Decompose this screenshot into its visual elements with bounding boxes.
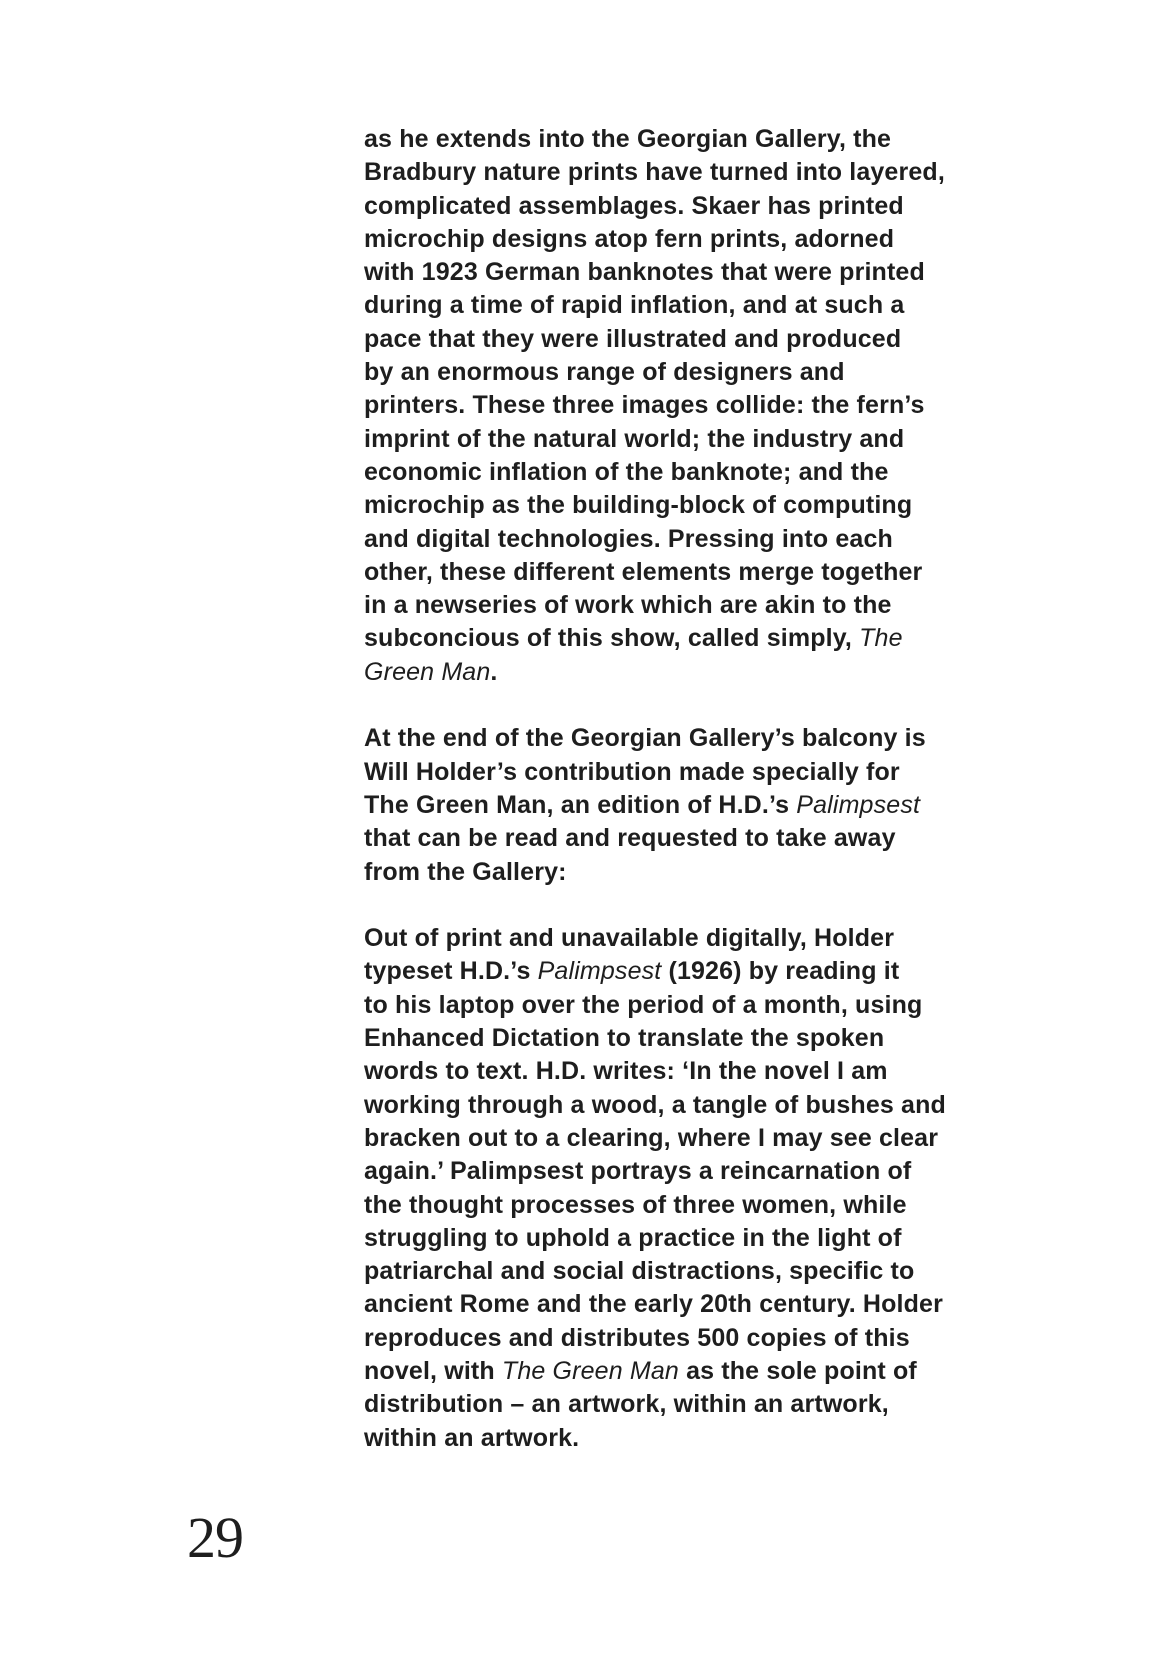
text-line bbox=[364, 1255, 1054, 1288]
text-line bbox=[364, 989, 1054, 1022]
text-line bbox=[364, 722, 1054, 755]
text-span: working through a wood, a tangle of bushes and bbox=[364, 1090, 946, 1119]
text-line bbox=[364, 756, 1054, 789]
text-span: typeset H.D.’s bbox=[364, 957, 538, 986]
text-line bbox=[364, 156, 1054, 189]
text-line bbox=[364, 556, 1054, 589]
text-span: and digital technologies. Pressing into each bbox=[364, 524, 893, 553]
text-span: Will Holder’s contribution made specially for bbox=[364, 757, 900, 786]
text-span: economic inflation of the banknote; and the bbox=[364, 457, 889, 486]
text-span: patriarchal and social distractions, specific to bbox=[364, 1257, 915, 1286]
text-span: within an artwork. bbox=[364, 1423, 580, 1452]
text-line bbox=[364, 622, 1054, 655]
text-line bbox=[364, 256, 1054, 289]
text-line bbox=[364, 789, 1054, 822]
italic-title-span: The Green Man bbox=[501, 1356, 679, 1385]
text-span: (1926) by reading it bbox=[661, 957, 900, 986]
text-line bbox=[364, 289, 1054, 322]
text-span: pace that they were illustrated and produced bbox=[364, 324, 902, 353]
text-span: the thought processes of three women, while bbox=[364, 1190, 907, 1219]
text-span: by an enormous range of designers and bbox=[364, 358, 845, 387]
text-line bbox=[364, 356, 1054, 389]
text-span: . bbox=[490, 657, 498, 686]
text-line bbox=[364, 1288, 1054, 1321]
text-span: Bradbury nature prints have turned into layered, bbox=[364, 158, 945, 187]
text-line bbox=[364, 1388, 1054, 1421]
text-line bbox=[364, 1022, 1054, 1055]
text-line bbox=[364, 323, 1054, 356]
text-span: printers. These three images collide: the fern’s bbox=[364, 391, 925, 420]
text-span: to his laptop over the period of a month, using bbox=[364, 990, 923, 1019]
text-line bbox=[364, 922, 1054, 955]
text-span: that can be read and requested to take away bbox=[364, 824, 896, 853]
text-span: words to text. H.D. writes: ‘In the novel I am bbox=[364, 1057, 888, 1086]
page-number: 29 bbox=[187, 1505, 243, 1570]
text-span: The Green Man, an edition of H.D.’s bbox=[364, 790, 797, 819]
text-span: Enhanced Dictation to translate the spoken bbox=[364, 1024, 885, 1053]
paragraph bbox=[364, 922, 1054, 1455]
text-line bbox=[364, 456, 1054, 489]
text-span: in a newseries of work which are akin to the bbox=[364, 591, 892, 620]
text-span: from the Gallery: bbox=[364, 857, 567, 886]
italic-title-span: The bbox=[859, 624, 903, 653]
text-line bbox=[364, 1222, 1054, 1255]
text-line bbox=[364, 1322, 1054, 1355]
text-line bbox=[364, 856, 1054, 889]
italic-title-span: Green Man bbox=[364, 657, 491, 686]
text-span: during a time of rapid inflation, and at such a bbox=[364, 291, 905, 320]
text-span: as the sole point of bbox=[678, 1356, 917, 1385]
text-line bbox=[364, 223, 1054, 256]
text-line bbox=[364, 489, 1054, 522]
text-span: bracken out to a clearing, where I may see clear bbox=[364, 1123, 939, 1152]
text-span: ancient Rome and the early 20th century. Holder bbox=[364, 1290, 943, 1319]
text-span: other, these different elements merge together bbox=[364, 557, 923, 586]
paragraph bbox=[364, 123, 1054, 689]
text-line bbox=[364, 123, 1054, 156]
text-line bbox=[364, 1055, 1054, 1088]
italic-title-span: Palimpsest bbox=[796, 790, 921, 819]
text-span: Out of print and unavailable digitally, Holder bbox=[364, 924, 895, 953]
text-line bbox=[364, 1122, 1054, 1155]
text-span: imprint of the natural world; the industry and bbox=[364, 424, 905, 453]
text-span: microchip as the building-block of computing bbox=[364, 491, 913, 520]
text-line bbox=[364, 1355, 1054, 1388]
text-line bbox=[364, 1422, 1054, 1455]
text-span: novel, with bbox=[364, 1356, 502, 1385]
text-span: microchip designs atop fern prints, adorned bbox=[364, 224, 895, 253]
text-span: subconcious of this show, called simply, bbox=[364, 624, 860, 653]
paragraph bbox=[364, 722, 1054, 888]
text-span: as he extends into the Georgian Gallery, the bbox=[364, 125, 892, 153]
text-span: reproduces and distributes 500 copies of this bbox=[364, 1323, 910, 1352]
text-span: At the end of the Georgian Gallery’s balcony is bbox=[364, 724, 926, 753]
text-line bbox=[364, 523, 1054, 556]
text-span: complicated assemblages. Skaer has printed bbox=[364, 191, 904, 220]
text-line bbox=[364, 955, 1054, 988]
text-span: struggling to uphold a practice in the light of bbox=[364, 1223, 902, 1252]
text-span: with 1923 German banknotes that were printed bbox=[364, 258, 925, 287]
italic-title-span: Palimpsest bbox=[537, 957, 662, 986]
text-line bbox=[364, 1089, 1054, 1122]
text-line bbox=[364, 822, 1054, 855]
text-line bbox=[364, 1189, 1054, 1222]
text-span: again.’ Palimpsest portrays a reincarnation of bbox=[364, 1157, 912, 1186]
text-line bbox=[364, 389, 1054, 422]
body-text bbox=[364, 123, 1054, 1455]
text-line bbox=[364, 589, 1054, 622]
text-span: distribution – an artwork, within an artwork, bbox=[364, 1390, 889, 1419]
text-line bbox=[364, 423, 1054, 456]
text-line bbox=[364, 190, 1054, 223]
text-line bbox=[364, 656, 1054, 689]
text-line bbox=[364, 1155, 1054, 1188]
